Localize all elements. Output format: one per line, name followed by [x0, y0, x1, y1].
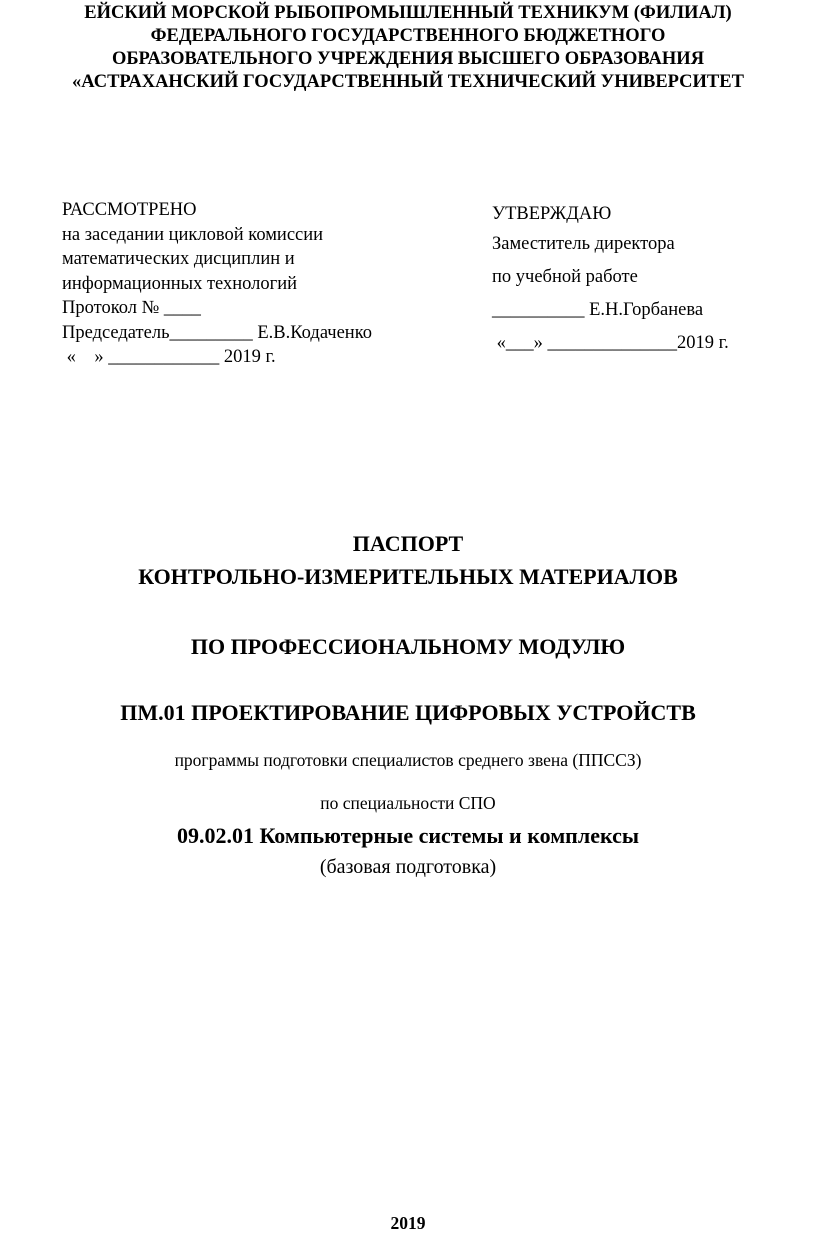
considered-date-line: « » ____________ 2019 г. — [62, 347, 276, 367]
training-level: (базовая подготовка) — [319, 856, 497, 878]
module-label: ПО ПРОФЕССИОНАЛЬНОМУ МОДУЛЮ — [190, 634, 626, 659]
approved-heading: УТВЕРЖДАЮ — [492, 204, 612, 224]
specialty-name: 09.02.01 Компьютерные системы и комплексы — [176, 823, 640, 848]
module-name: ПМ.01 ПРОЕКТИРОВАНИЕ ЦИФРОВЫХ УСТРОЙСТВ — [120, 700, 696, 725]
chairman-line: Председатель_________ Е.В.Кодаченко — [62, 322, 373, 343]
considered-line: информационных технологий — [62, 273, 298, 294]
approved-line: по учебной работе — [492, 267, 638, 287]
approved-date-line: «___» ______________2019 г. — [492, 333, 729, 353]
header-line: ОБРАЗОВАТЕЛЬНОГО УЧРЕЖДЕНИЯ ВЫСШЕГО ОБРАЗОВАНИЯ — [111, 49, 705, 69]
considered-line: на заседании цикловой комиссии — [62, 224, 324, 245]
institution-header — [0, 2, 816, 94]
approver-signature-line: __________ Е.Н.Горбанева — [492, 300, 704, 320]
specialty-label: по специальности СПО — [320, 793, 496, 813]
considered-block — [62, 198, 372, 370]
approved-block — [492, 198, 729, 360]
approved-line: Заместитель директора — [492, 234, 675, 254]
header-line: ЕЙСКИЙ МОРСКОЙ РЫБОПРОМЫШЛЕННЫЙ ТЕХНИКУМ (ФИЛИАЛ) — [84, 3, 732, 23]
considered-heading: РАССМОТРЕНО — [62, 200, 197, 220]
footer-year: 2019 — [390, 1213, 426, 1233]
considered-line: математических дисциплин и — [62, 249, 295, 269]
program-text: программы подготовки специалистов среднего звена (ППССЗ) — [174, 750, 642, 770]
header-line: «АСТРАХАНСКИЙ ГОСУДАРСТВЕННЫЙ ТЕХНИЧЕСКИЙ УНИВЕРСИТЕТ — [72, 72, 744, 92]
document-title: ПАСПОРТ — [352, 531, 464, 556]
header-line: ФЕДЕРАЛЬНОГО ГОСУДАРСТВЕННОГО БЮДЖЕТНОГО — [150, 26, 666, 46]
document-subtitle: КОНТРОЛЬНО-ИЗМЕРИТЕЛЬНЫХ МАТЕРИАЛОВ — [138, 564, 678, 589]
protocol-line: Протокол № ____ — [62, 298, 201, 318]
